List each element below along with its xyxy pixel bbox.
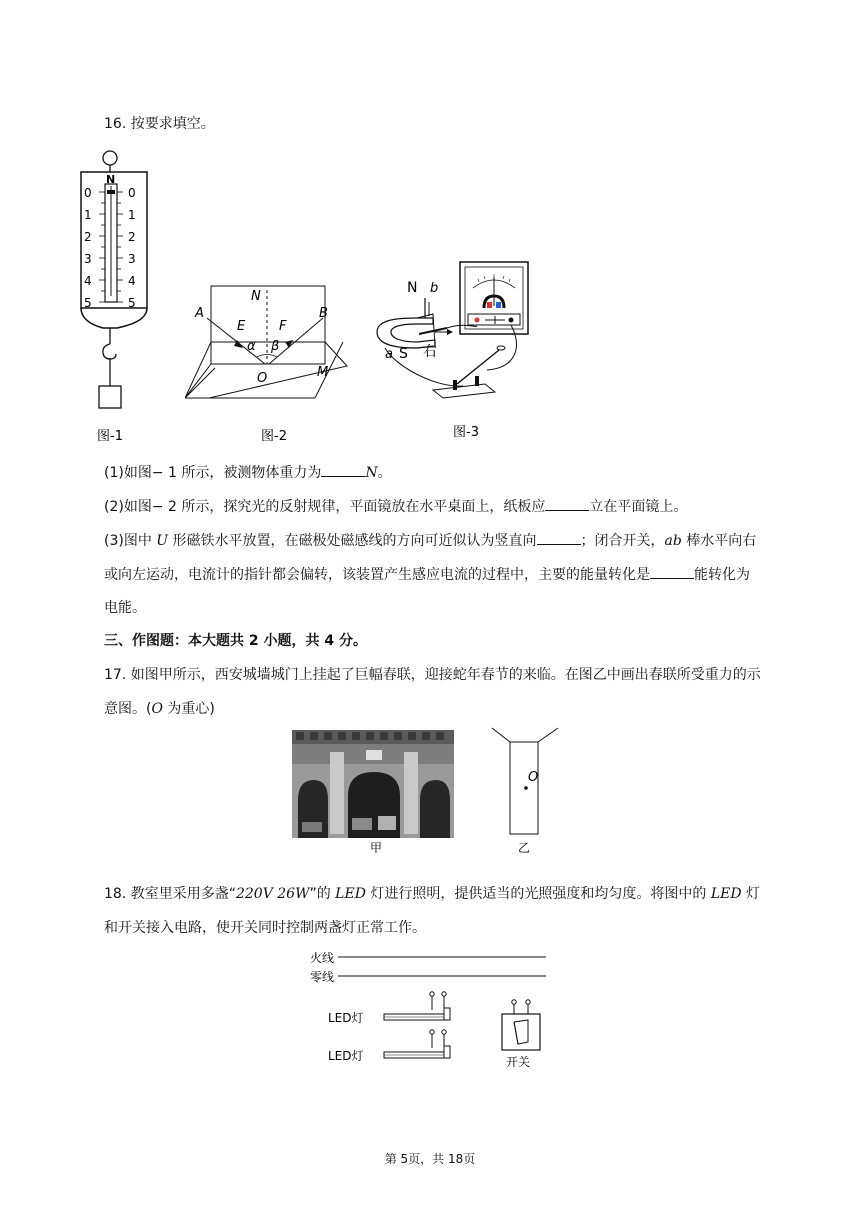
label-beta: β [271, 339, 280, 354]
label-b: b [430, 281, 439, 296]
scale-number-left: 1 [84, 208, 92, 222]
scale-number-right: 0 [128, 186, 136, 200]
photo-caption: 甲 [370, 841, 383, 855]
q17-line1: 17. 如图甲所示，西安城墙城门上挂起了巨幅春联，迎接蛇年春节的来临。在图乙中画出春联所受重力的示 [104, 667, 761, 683]
q17-line2: 意图。(O 为重心) [104, 701, 215, 717]
answer-blank[interactable] [537, 530, 581, 545]
neutral-wire-label: 零线 [310, 970, 335, 984]
scale-number-left: 0 [84, 186, 92, 200]
label-E: E [237, 319, 246, 334]
q16-part3-line2: 或向左运动，电流计的指针都会偏转，该装置产生感应电流的过程中，主要的能量转化是 能转化为 [104, 564, 750, 585]
q16-part3-line3: 电能。 [104, 600, 146, 616]
lamp1-label: LED灯 [328, 1011, 364, 1025]
scale-number-right: 3 [128, 252, 136, 266]
label-N-pole: N [407, 280, 418, 296]
lamp2-label: LED灯 [328, 1049, 364, 1063]
diagram-caption: 乙 [518, 841, 531, 855]
label-S-pole: S [399, 346, 408, 362]
q16-part1: (1)如图− 1 所示，被测物体重力为 N。 [104, 462, 392, 483]
scale-number-right: 1 [128, 208, 136, 222]
q18-line2: 和开关接入电路，使开关同时控制两盏灯正常工作。 [104, 920, 426, 936]
scale-number-left: 4 [84, 274, 92, 288]
center-of-gravity-label: O [528, 770, 539, 785]
couplet-diagram [488, 726, 568, 856]
reflection-figure [185, 280, 350, 445]
spring-scale-figure [75, 146, 155, 446]
city-gate-photo [292, 730, 454, 856]
live-wire-label: 火线 [310, 951, 335, 965]
fig3-caption: 图-3 [453, 425, 479, 440]
label-right: 右 [423, 344, 437, 360]
answer-blank[interactable] [321, 462, 365, 477]
circuit-diagram [310, 946, 560, 1074]
induction-figure [375, 258, 535, 443]
fig1-caption: 图-1 [97, 429, 123, 444]
label-B: B [319, 306, 328, 321]
scale-number-left: 2 [84, 230, 92, 244]
label-a: a [385, 347, 393, 362]
fig2-caption: 图-2 [261, 429, 287, 444]
scale-number-right: 4 [128, 274, 136, 288]
scale-number-left: 3 [84, 252, 92, 266]
q18-line1: 18. 教室里采用多盏“220V 26W”的 LED 灯进行照明，提供适当的光照强度和均匀度。将图中的 LED 灯 [104, 886, 761, 902]
q16-title: 16. 按要求填空。 [104, 116, 215, 132]
section-title: 三、作图题：本大题共 2 小题，共 4 分。 [104, 633, 367, 649]
label-alpha: α [247, 339, 256, 354]
label-A: A [195, 306, 204, 321]
q16-part3-line1: (3)图中 U 形磁铁水平放置，在磁极处磁感线的方向可近似认为竖直向 ；闭合开关，ab 棒水平向右 [104, 530, 756, 551]
label-M: M [317, 365, 329, 380]
switch-label: 开关 [506, 1055, 531, 1069]
label-N: N [251, 289, 261, 304]
page-number: 第 5页，共 18页 [384, 1152, 476, 1166]
scale-number-left: 5 [84, 296, 92, 310]
q16-part2: (2)如图− 2 所示，探究光的反射规律，平面镜放在水平桌面上，纸板应 立在平面镜上。 [104, 496, 687, 517]
label-F: F [279, 319, 287, 334]
label-O: O [257, 371, 268, 386]
scale-number-right: 2 [128, 230, 136, 244]
answer-blank[interactable] [650, 564, 694, 579]
answer-blank[interactable] [545, 496, 589, 511]
scale-unit-label: N [106, 173, 116, 186]
scale-number-right: 5 [128, 296, 136, 310]
